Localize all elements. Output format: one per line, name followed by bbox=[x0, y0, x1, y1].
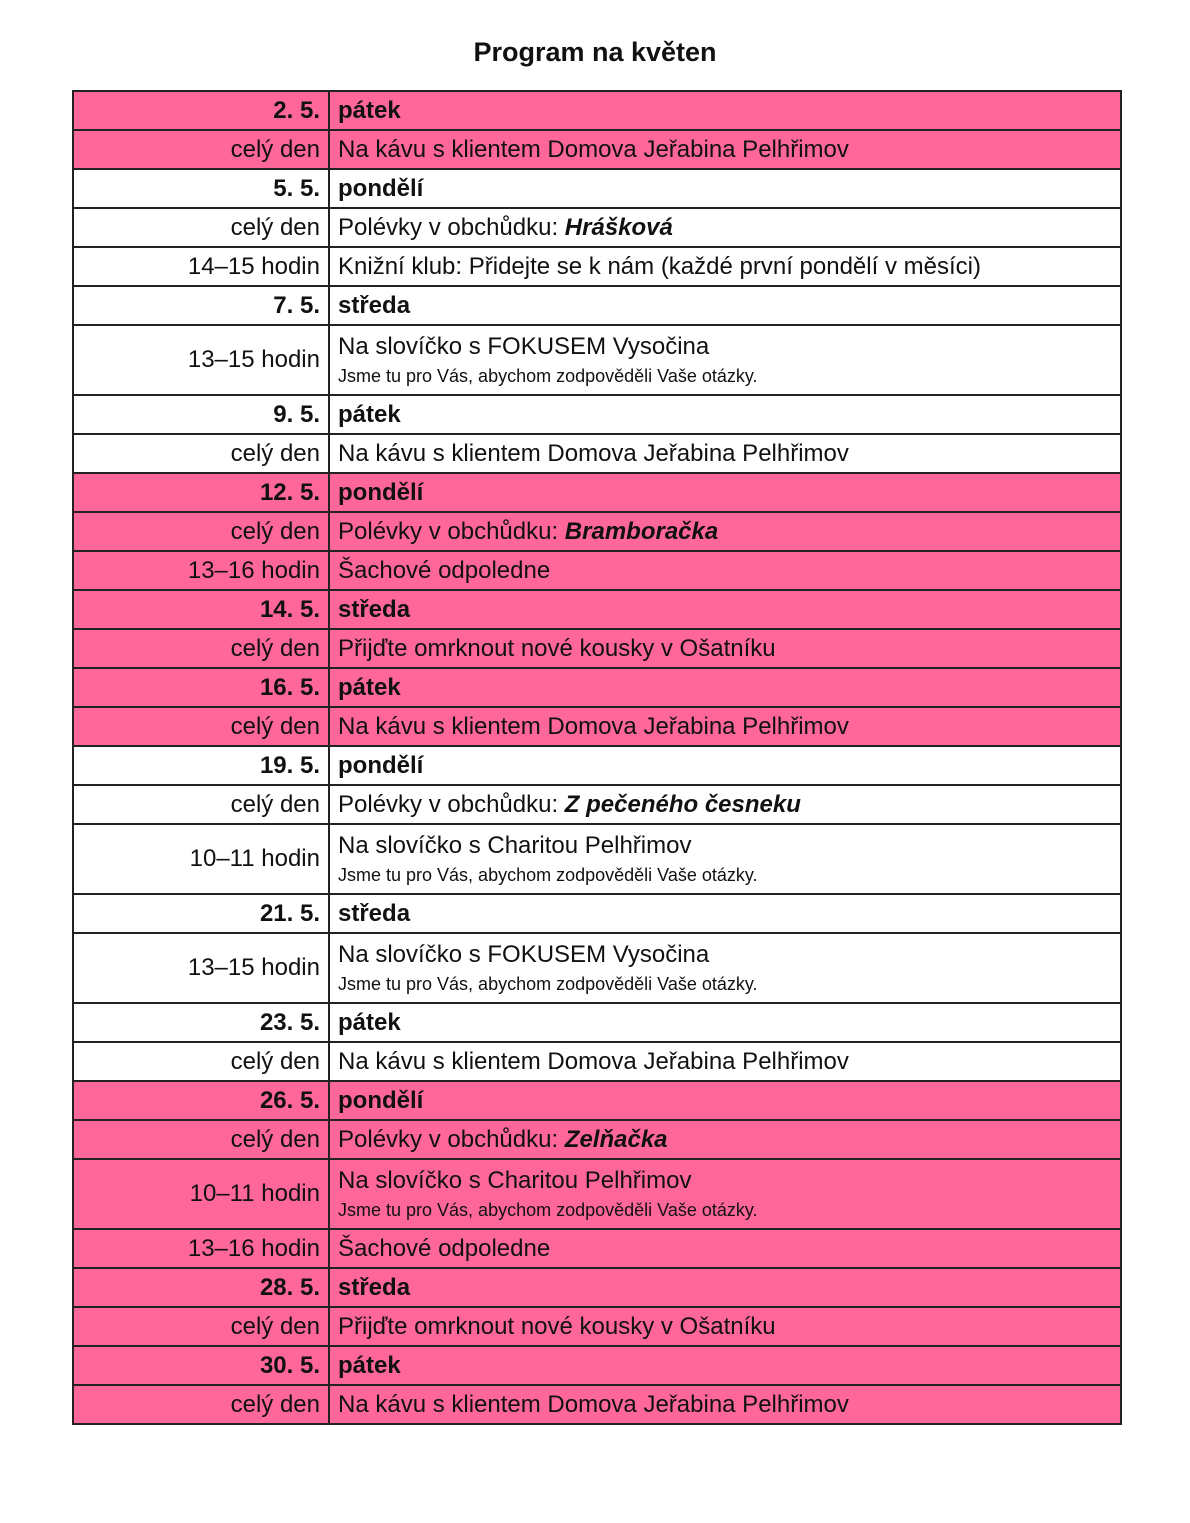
event-time: 14–15 hodin bbox=[73, 247, 329, 286]
event-time: celý den bbox=[73, 629, 329, 668]
event-row bbox=[73, 1120, 1121, 1159]
event-time: celý den bbox=[73, 512, 329, 551]
event-row bbox=[73, 707, 1121, 746]
event-time: celý den bbox=[73, 1042, 329, 1081]
day-date: 30. 5. bbox=[73, 1346, 329, 1385]
event-note: Jsme tu pro Vás, abychom zodpověděli Vaše otázky. bbox=[338, 973, 758, 994]
event-text: Na slovíčko s FOKUSEM Vysočina bbox=[338, 940, 710, 968]
day-weekday: pondělí bbox=[329, 746, 1121, 785]
event-time: 13–15 hodin bbox=[73, 325, 329, 395]
event-text: Přijďte omrknout nové kousky v Ošatníku bbox=[338, 634, 776, 662]
event-description bbox=[329, 551, 1121, 590]
event-text: Na slovíčko s FOKUSEM Vysočina bbox=[338, 332, 710, 360]
day-date: 7. 5. bbox=[73, 286, 329, 325]
day-weekday: pondělí bbox=[329, 169, 1121, 208]
event-time: celý den bbox=[73, 434, 329, 473]
day-date: 21. 5. bbox=[73, 894, 329, 933]
soup-name: Z pečeného česneku bbox=[564, 790, 801, 818]
soup-name: Hrášková bbox=[564, 213, 673, 241]
event-row bbox=[73, 325, 1121, 395]
event-description bbox=[329, 247, 1121, 286]
day-row bbox=[73, 668, 1121, 707]
event-text: Knižní klub: Přidejte se k nám (každé první pondělí v měsíci) bbox=[338, 252, 981, 280]
day-date: 12. 5. bbox=[73, 473, 329, 512]
event-text: Polévky v obchůdku: bbox=[338, 213, 565, 241]
event-description bbox=[329, 512, 1121, 551]
event-row bbox=[73, 1307, 1121, 1346]
event-description bbox=[329, 208, 1121, 247]
day-weekday: středa bbox=[329, 286, 1121, 325]
event-time: 10–11 hodin bbox=[73, 824, 329, 894]
event-description bbox=[329, 130, 1121, 169]
day-row bbox=[73, 1003, 1121, 1042]
event-description bbox=[329, 785, 1121, 824]
day-row bbox=[73, 286, 1121, 325]
event-description bbox=[329, 824, 1121, 894]
event-row bbox=[73, 551, 1121, 590]
event-text: Na slovíčko s Charitou Pelhřimov bbox=[338, 831, 692, 859]
event-row bbox=[73, 629, 1121, 668]
day-weekday: středa bbox=[329, 894, 1121, 933]
day-row bbox=[73, 169, 1121, 208]
event-row bbox=[73, 785, 1121, 824]
event-row bbox=[73, 247, 1121, 286]
event-text: Šachové odpoledne bbox=[338, 556, 551, 584]
event-note: Jsme tu pro Vás, abychom zodpověděli Vaše otázky. bbox=[338, 1199, 758, 1220]
event-description bbox=[329, 1385, 1121, 1424]
day-row bbox=[73, 1346, 1121, 1385]
event-text: Na kávu s klientem Domova Jeřabina Pelhřimov bbox=[338, 1047, 849, 1075]
event-note: Jsme tu pro Vás, abychom zodpověděli Vaše otázky. bbox=[338, 864, 758, 885]
event-row bbox=[73, 208, 1121, 247]
day-weekday: pondělí bbox=[329, 473, 1121, 512]
event-description bbox=[329, 434, 1121, 473]
event-description bbox=[329, 707, 1121, 746]
event-description bbox=[329, 1229, 1121, 1268]
event-time: 13–15 hodin bbox=[73, 933, 329, 1003]
event-time: celý den bbox=[73, 707, 329, 746]
day-weekday: středa bbox=[329, 590, 1121, 629]
event-text: Polévky v obchůdku: bbox=[338, 517, 565, 545]
event-text: Polévky v obchůdku: bbox=[338, 1125, 565, 1153]
day-row bbox=[73, 894, 1121, 933]
event-time: celý den bbox=[73, 785, 329, 824]
day-date: 2. 5. bbox=[73, 91, 329, 130]
soup-name: Zelňačka bbox=[564, 1125, 668, 1153]
event-text: Polévky v obchůdku: bbox=[338, 790, 565, 818]
event-description bbox=[329, 1307, 1121, 1346]
event-row bbox=[73, 933, 1121, 1003]
day-weekday: pondělí bbox=[329, 1081, 1121, 1120]
event-time: celý den bbox=[73, 208, 329, 247]
day-weekday: pátek bbox=[329, 668, 1121, 707]
day-date: 14. 5. bbox=[73, 590, 329, 629]
event-row bbox=[73, 1229, 1121, 1268]
day-date: 19. 5. bbox=[73, 746, 329, 785]
event-time: celý den bbox=[73, 1385, 329, 1424]
event-row bbox=[73, 1385, 1121, 1424]
event-text: Na kávu s klientem Domova Jeřabina Pelhřimov bbox=[338, 135, 849, 163]
event-row bbox=[73, 434, 1121, 473]
soup-name: Bramboračka bbox=[564, 517, 719, 545]
event-row bbox=[73, 130, 1121, 169]
day-date: 28. 5. bbox=[73, 1268, 329, 1307]
event-row bbox=[73, 512, 1121, 551]
day-weekday: pátek bbox=[329, 1003, 1121, 1042]
schedule-body bbox=[73, 91, 1121, 1424]
day-weekday: pátek bbox=[329, 395, 1121, 434]
event-row bbox=[73, 824, 1121, 894]
event-row bbox=[73, 1159, 1121, 1229]
event-row bbox=[73, 1042, 1121, 1081]
day-date: 23. 5. bbox=[73, 1003, 329, 1042]
day-date: 5. 5. bbox=[73, 169, 329, 208]
day-row bbox=[73, 746, 1121, 785]
day-date: 9. 5. bbox=[73, 395, 329, 434]
day-weekday: pátek bbox=[329, 1346, 1121, 1385]
event-time: 10–11 hodin bbox=[73, 1159, 329, 1229]
event-note: Jsme tu pro Vás, abychom zodpověděli Vaše otázky. bbox=[338, 365, 758, 386]
event-time: 13–16 hodin bbox=[73, 551, 329, 590]
event-description bbox=[329, 1120, 1121, 1159]
day-weekday: středa bbox=[329, 1268, 1121, 1307]
event-time: 13–16 hodin bbox=[73, 1229, 329, 1268]
page-title: Program na květen bbox=[473, 37, 717, 67]
event-description bbox=[329, 1042, 1121, 1081]
day-date: 26. 5. bbox=[73, 1081, 329, 1120]
day-row bbox=[73, 1268, 1121, 1307]
event-time: celý den bbox=[73, 1120, 329, 1159]
event-description bbox=[329, 325, 1121, 395]
day-date: 16. 5. bbox=[73, 668, 329, 707]
day-weekday: pátek bbox=[329, 91, 1121, 130]
day-row bbox=[73, 91, 1121, 130]
day-row bbox=[73, 395, 1121, 434]
schedule-table bbox=[72, 90, 1122, 1425]
day-row bbox=[73, 473, 1121, 512]
event-description bbox=[329, 629, 1121, 668]
event-description bbox=[329, 1159, 1121, 1229]
event-text: Na kávu s klientem Domova Jeřabina Pelhřimov bbox=[338, 712, 849, 740]
event-description bbox=[329, 933, 1121, 1003]
event-time: celý den bbox=[73, 1307, 329, 1346]
day-row bbox=[73, 590, 1121, 629]
event-text: Na kávu s klientem Domova Jeřabina Pelhřimov bbox=[338, 1390, 849, 1418]
day-row bbox=[73, 1081, 1121, 1120]
event-time: celý den bbox=[73, 130, 329, 169]
event-text: Na kávu s klientem Domova Jeřabina Pelhřimov bbox=[338, 439, 849, 467]
event-text: Přijďte omrknout nové kousky v Ošatníku bbox=[338, 1312, 776, 1340]
event-text: Na slovíčko s Charitou Pelhřimov bbox=[338, 1166, 692, 1194]
event-text: Šachové odpoledne bbox=[338, 1234, 551, 1262]
